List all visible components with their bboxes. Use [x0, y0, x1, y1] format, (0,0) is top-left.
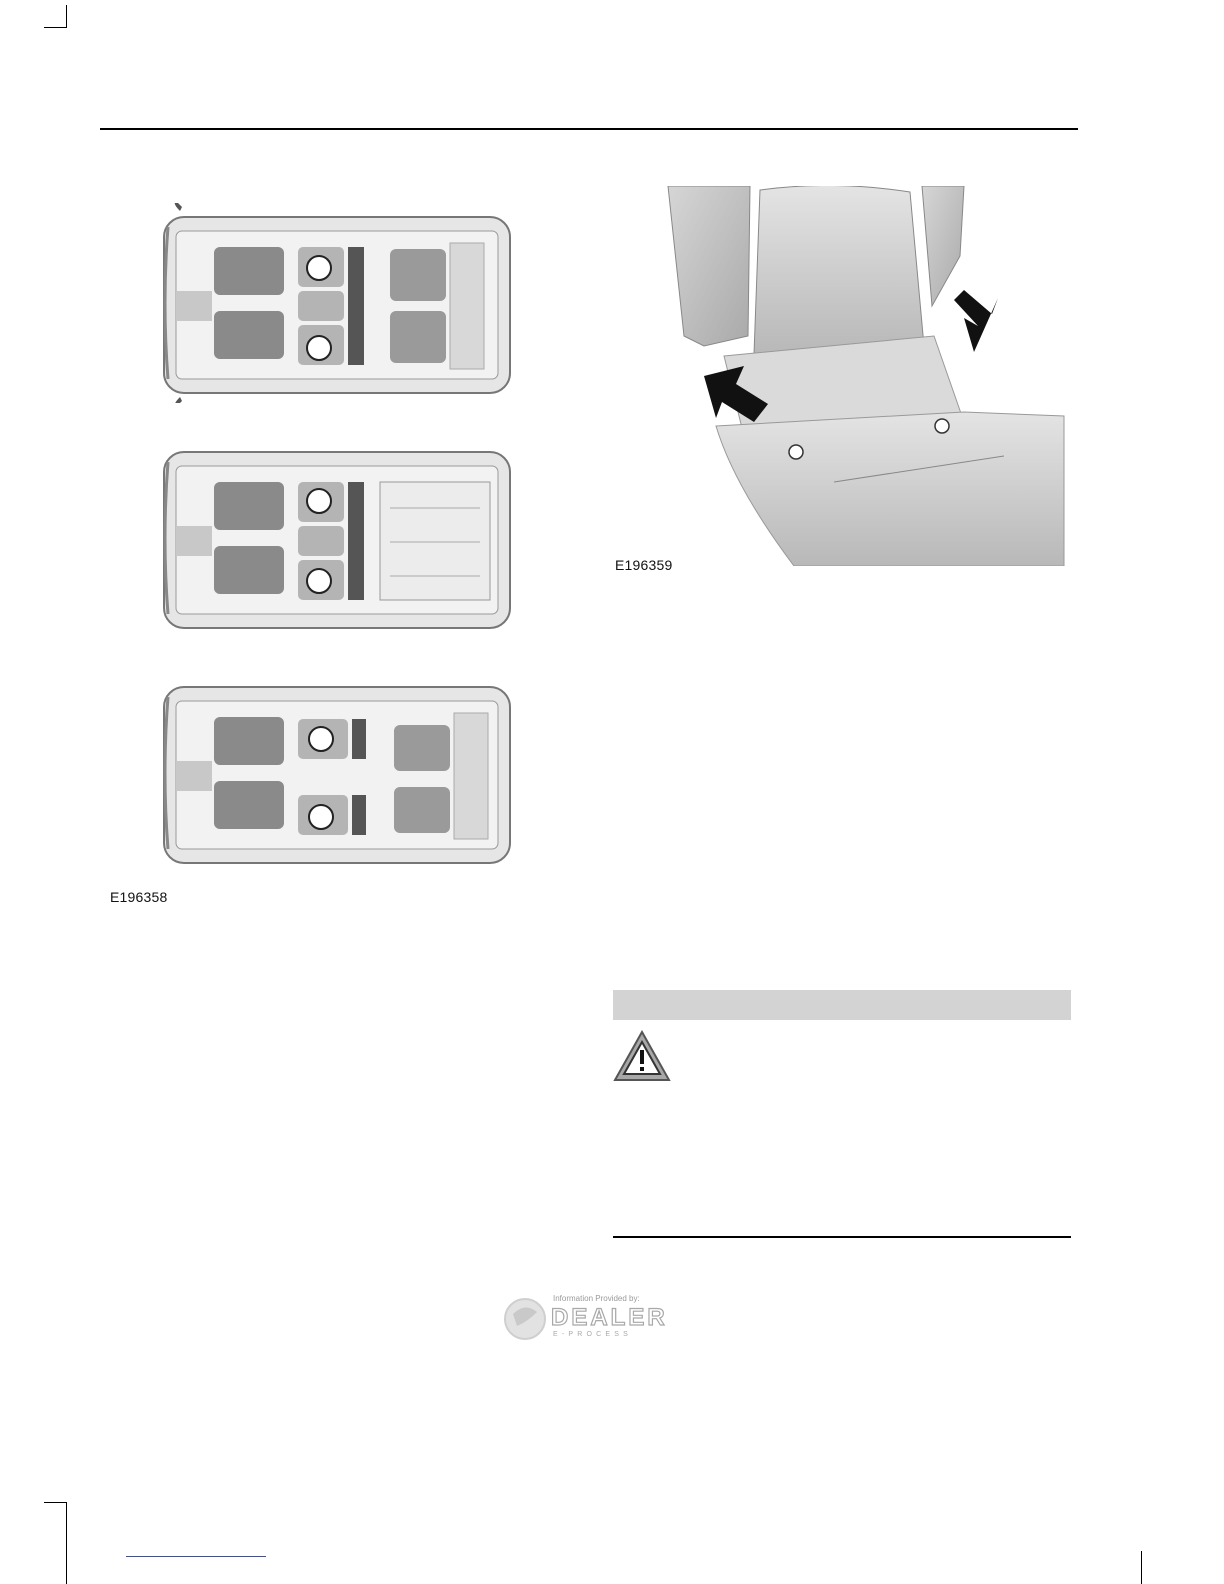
- vehicle-top-view-2: [158, 438, 520, 638]
- figure-label-right: E196359: [615, 557, 673, 573]
- warning-bottom-rule: [613, 1236, 1071, 1238]
- seat-anchor-figure: [664, 186, 1066, 566]
- crop-mark-top-left-horizontal: [44, 27, 67, 28]
- header-rule: [100, 128, 1078, 130]
- warning-header-bar: [613, 990, 1071, 1020]
- logo-sub: E-PROCESS: [553, 1331, 633, 1338]
- crop-mark-bottom-left-vertical: [66, 1502, 67, 1584]
- vehicle-top-view-1: [158, 203, 520, 403]
- crop-mark-top-left-vertical: [66, 5, 67, 27]
- logo-tagline: Information Provided by:: [553, 1294, 640, 1303]
- footer-link-underline[interactable]: [126, 1556, 266, 1557]
- vehicle-top-view-3: [158, 673, 520, 873]
- dealer-eprocess-logo: [503, 1292, 695, 1344]
- warning-triangle-icon: [613, 1030, 671, 1082]
- logo-brand: DEALER: [551, 1304, 668, 1331]
- figure-label-left: E196358: [110, 889, 168, 905]
- crop-mark-bottom-left-horizontal: [44, 1502, 67, 1503]
- crop-mark-bottom-right-vertical: [1141, 1551, 1142, 1584]
